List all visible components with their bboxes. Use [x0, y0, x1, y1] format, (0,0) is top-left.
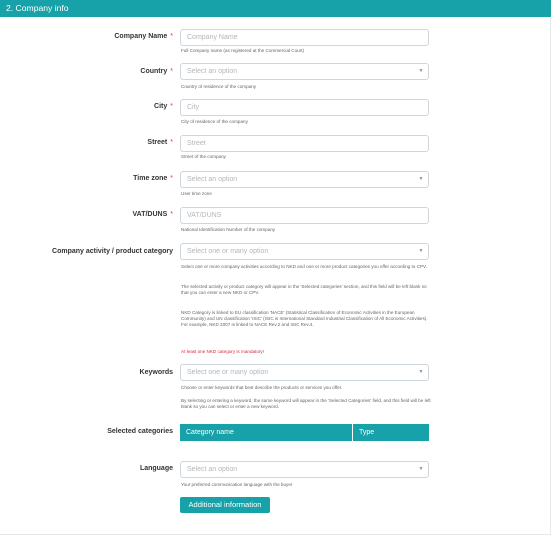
chevron-down-icon: ▼ — [418, 369, 424, 375]
keywords-label: Keywords — [139, 369, 173, 376]
city-help: City of residence of the company — [181, 119, 248, 124]
chevron-down-icon: ▼ — [418, 466, 424, 472]
vat-placeholder: VAT/DUNS — [187, 212, 222, 219]
language-placeholder: Select an option — [187, 466, 238, 473]
section-header: 2. Company info — [0, 0, 551, 17]
activity-help-1: Select one or more company activities according to NKD and one or more product categories you offer according to CPV. — [181, 264, 427, 269]
company-name-help: Full Company name (as registered at the Commercial Court) — [181, 48, 305, 53]
city-placeholder: City — [187, 104, 200, 111]
activity-help-2: The selected activity or product category will appear in the 'Selected categories' section, and this field will be left blank so that you can enter a new NKD or CPV. — [181, 284, 427, 296]
activity-warning: At least one NKD category is mandatory! — [181, 349, 264, 354]
street-label: Street * — [147, 139, 173, 146]
chevron-down-icon: ▼ — [418, 68, 424, 74]
city-label: City * — [154, 103, 173, 110]
street-help: Street of the company — [181, 154, 226, 159]
selected-categories-label: Selected categories — [107, 428, 173, 435]
time-zone-select[interactable] — [180, 171, 429, 188]
activity-help-3: NKD Category is linked to EU classification 'NACE' (Statistical Classification of Economic Activities in the European Community) and UN classification 'ISIC' (ISIC is International Standard Industrial Classification of All Economic Activities). For example, NKD 2007 is linked to NACE Rev.2 and ISIC Rev.4. — [181, 310, 428, 328]
required-marker: * — [170, 211, 173, 218]
chevron-down-icon: ▼ — [418, 176, 424, 182]
keywords-help-1: Choose or enter keywords that best describe the products or services you offer. — [181, 385, 343, 390]
country-help: Country of residence of the company — [181, 84, 257, 89]
activity-label: Company activity / product category — [52, 248, 173, 255]
required-marker: * — [170, 33, 173, 40]
keywords-placeholder: Select one or many option — [187, 369, 269, 376]
time-zone-help: User time zone — [181, 191, 212, 196]
vat-label: VAT/DUNS * — [132, 211, 173, 218]
required-marker: * — [170, 139, 173, 146]
category-name-column: Category name — [180, 424, 353, 441]
activity-select[interactable] — [180, 243, 429, 260]
required-marker: * — [170, 175, 173, 182]
street-input[interactable] — [180, 135, 429, 152]
selected-categories-table-header — [180, 424, 429, 441]
time-zone-placeholder: Select an option — [187, 176, 238, 183]
required-marker: * — [170, 68, 173, 75]
type-column: Type — [359, 429, 375, 436]
keywords-help-2: By selecting or entering a keyword, the same keyword will appear in the 'Selected Categories' field, and this field will be left blank so you can select or enter a new keyword. — [181, 398, 431, 410]
city-input[interactable] — [180, 99, 429, 116]
required-marker: * — [170, 103, 173, 110]
street-placeholder: Street — [187, 140, 206, 147]
keywords-select[interactable] — [180, 364, 429, 381]
time-zone-label: Time zone * — [133, 175, 173, 182]
language-label: Language — [139, 465, 173, 472]
language-help: Your preferred communication language with the buyer — [181, 482, 293, 487]
company-name-input[interactable] — [180, 29, 429, 46]
country-select[interactable] — [180, 63, 429, 80]
chevron-down-icon: ▼ — [418, 248, 424, 254]
activity-placeholder: Select one or many option — [187, 248, 269, 255]
language-select[interactable] — [180, 461, 429, 478]
country-label: Country * — [140, 68, 173, 75]
country-placeholder: Select an option — [187, 68, 238, 75]
vat-help: National Identification Number of the company — [181, 227, 276, 232]
additional-information-button[interactable]: Additional information — [180, 497, 270, 513]
company-name-placeholder: Company Name — [187, 34, 238, 41]
vat-input[interactable] — [180, 207, 429, 224]
company-name-label: Company Name * — [114, 33, 173, 40]
